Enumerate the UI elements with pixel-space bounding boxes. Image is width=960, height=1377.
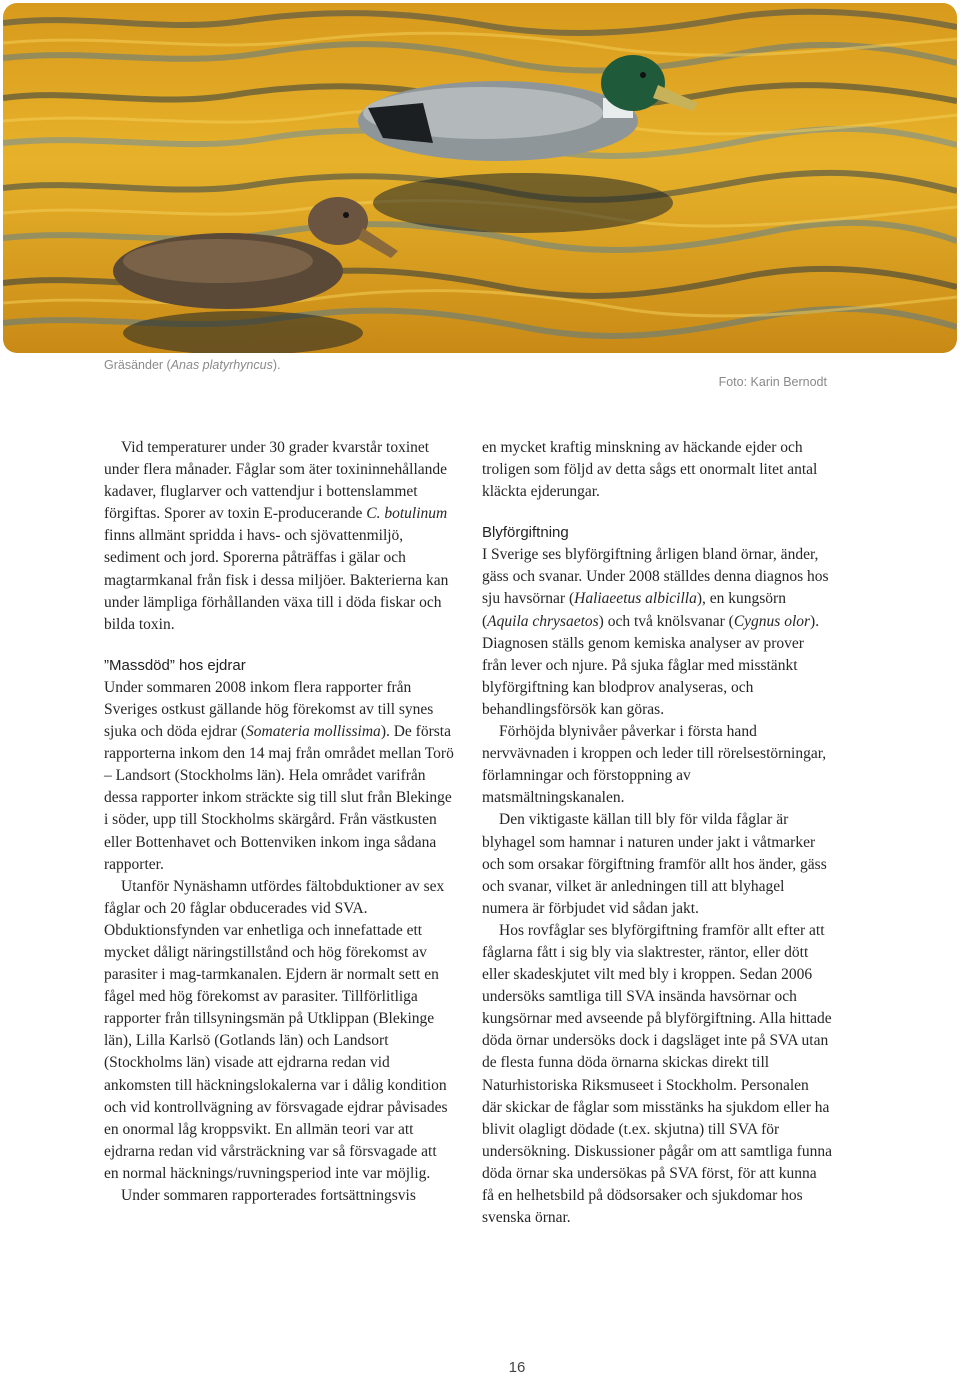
paragraph: Utanför Nynäshamn utfördes fältobduktioner av sex fåglar och 20 fåglar obducerades vid SVA. Obduktionsfynden var enhetliga och innefattade ett mycket dåligt näringstillstånd och hög förekomst av parasiter i mag-tarmkanalen. Ejdern är normalt sett en fågel med hög förekomst av parasiter. Tillförlitliga rapporter från tillsyningsmän på Utklippan (Blekinge län), Lilla Karlsö (Gotlands län) och Landsort (Stockholms län) visade att ejdrarna redan vid ankomsten till häckningslokalerna var i dålig kondition och vid kontrollvägning av försvagade ejdrar påvisades en onormal låg kroppsvikt. En allmän teori var att ejdrarna redan vid vårsträckning var så försvagade att en normal häcknings/ruvningsperiod inte var möjlig. bbox=[104, 877, 448, 1182]
section-heading-massdod: ”Massdöd” hos ejdrar bbox=[104, 656, 246, 674]
paragraph: Vid temperaturer under 30 grader kvarstår toxinet under flera månader. Fåglar som äter toxininnehållande kadaver, fluglarver och vattendjur i bottenslammet förgiftas. Sporer av toxin E-producerande C. botulinum finns allmänt spridda i havs- och sjövattenmiljö, sediment och jord. Sporerna påträffas i gälar och magtarmkanal från fisk i dessa miljöer. Bakterierna kan under lämpliga förhållanden växa till i döda fiskar och bilda toxin. bbox=[104, 439, 449, 633]
right-column bbox=[482, 437, 832, 1229]
paragraph: Förhöjda blynivåer påverkar i första hand nervvävnaden i kroppen och leder till rörelsestörningar, förlamningar och förstoppning av matsmältningskanalen. bbox=[482, 723, 827, 807]
section-heading-blyforgiftning: Blyförgiftning bbox=[482, 524, 569, 542]
paragraph: Den viktigaste källan till bly för vilda fåglar är blyhagel som hamnar i naturen under jakt i våtmarker och som orsakar förgiftning framför allt hos änder, gäss och svanar, vilket är anledningen till att blyhagel numera är förbjudet vid sådan jakt. bbox=[482, 811, 827, 917]
duck-water-image bbox=[3, 3, 957, 353]
caption-species: Anas platyrhyncus bbox=[170, 358, 273, 372]
photo-credit: Foto: Karin Bernodt bbox=[718, 375, 827, 389]
page-number: 16 bbox=[508, 1359, 526, 1376]
paragraph: Under sommaren rapporterades fortsättningsvis bbox=[121, 1187, 416, 1204]
photo-caption bbox=[104, 358, 280, 372]
caption-suffix: ). bbox=[272, 358, 281, 372]
left-column bbox=[104, 437, 454, 1207]
paragraph: Under sommaren 2008 inkom flera rapporter från Sveriges ostkust gällande hög förekomst av till synes sjuka och döda ejdrar (Somateria mollissima). De första rapporterna inkom den 14 maj från området mellan Torö – Landsort (Stockholms län). Hela området varifrån dessa rapporter inkom sträckte sig till slut från Blekinge i söder, upp till Stockholms skärgård. Från västkusten eller Bottenhavet och Bottenviken inkom inga sådana rapporter. bbox=[104, 678, 454, 873]
paragraph: I Sverige ses blyförgiftning årligen bland örnar, änder, gäss och svanar. Under 2008 ställdes denna diagnos hos sju havsörnar (Haliaeetus albicilla), en kungsörn (Aquila chrysaetos) och två knölsvanar (Cygnus olor). Diagnosen ställs genom kemiska analyser av prover från lever och njure. På sjuka fåglar med misstänkt blyförgiftning kan blodprov analyseras, och behandlingsförsök kan göras. bbox=[482, 546, 829, 718]
paragraph: Hos rovfåglar ses blyförgiftning framför allt efter att fåglarna fått i sig bly via slaktrester, räntor, eller dött eller skadeskjutet vilt med bly i kroppen. Sedan 2006 undersöks samtliga till SVA insända havsörnar och kungsörnar med avseende på blyförgiftning. Alla hittade döda örnar undersöks dock i dagsläget inte på SVA utan de flesta funna döda örnarna skickas direkt till Naturhistoriska Riksmuseet i Stockholm. Personalen där skickar de fåglar som misstänks ha sjukdom eller ha blivit olagligt dödade (t.ex. skjutna) till SVA för undersökning. Diskussioner pågår om att samtliga funna döda örnar ska undersökas på SVA först, för att kunna få en helhetsbild på dödsorsaker och sjukdomar hos svenska örnar. bbox=[482, 921, 832, 1227]
mallard-photo bbox=[3, 3, 957, 353]
caption-text: Gräsänder ( bbox=[104, 358, 171, 372]
paragraph: en mycket kraftig minskning av häckande ejder och troligen som följd av detta sågs ett onormalt litet antal kläckta ejderungar. bbox=[482, 439, 818, 501]
